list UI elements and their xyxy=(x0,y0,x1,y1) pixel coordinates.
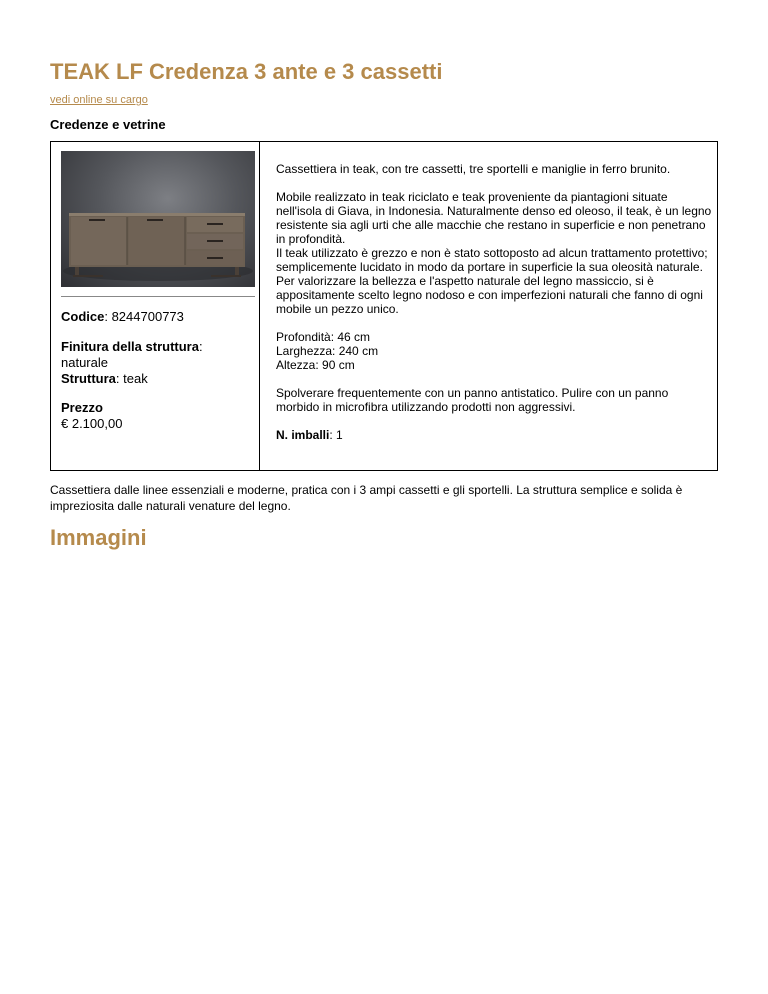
codice-value: 8244700773 xyxy=(111,309,184,324)
product-box xyxy=(50,141,718,471)
description-material-2: Il teak utilizzato è grezzo e non è stato sottoposto ad alcun trattamento protettivo; semplicemente lucidato in modo da portare in superficie la sua oleosità naturale. Per valorizzare la bellezza e l'aspetto naturale del legno massiccio, si è appositamente scelto legno nodoso e con imperfezioni naturali che fanno di ogni mobile un pezzo unico. xyxy=(276,246,708,316)
product-info-column xyxy=(51,142,260,470)
imballi-value: 1 xyxy=(336,428,343,442)
divider xyxy=(61,296,255,297)
product-photo xyxy=(61,151,255,287)
dimension-width: Larghezza: 240 cm xyxy=(276,344,379,358)
dimensions xyxy=(276,330,712,372)
finitura-value: naturale xyxy=(61,355,108,370)
description-material-1: Mobile realizzato in teak riciclato e teak proveniente da piantagioni situate nell'isola di Giava, in Indonesia. Naturalmente denso ed oleoso, il teak, è un legno resistente sia agli urti che alle macchie che restano in superficie e non penetrano in profondità. xyxy=(276,190,712,246)
imballi-label: N. imballi xyxy=(276,428,330,442)
category-heading: Credenze e vetrine xyxy=(50,117,166,132)
finitura-block: Finitura della struttura: naturale Struttura: teak xyxy=(61,339,203,386)
dimension-depth: Profondità: 46 cm xyxy=(276,330,371,344)
struttura-label: Struttura xyxy=(61,371,116,386)
care-instructions: Spolverare frequentemente con un panno antistatico. Pulire con un panno morbido in microfibra utilizzando prodotti non aggressivi. xyxy=(276,386,669,414)
dimension-height: Altezza: 90 cm xyxy=(276,358,355,372)
price-block xyxy=(61,400,122,432)
prezzo-value: € 2.100,00 xyxy=(61,416,123,431)
struttura-value: teak xyxy=(123,371,148,386)
sideboard-image xyxy=(61,151,255,287)
product-description-column xyxy=(276,162,712,456)
product-summary: Cassettiera dalle linee essenziali e moderne, pratica con i 3 ampi cassetti e gli sportelli. La struttura semplice e solida è impreziosita dalle naturali venature del legno. xyxy=(50,483,683,513)
view-online-link[interactable]: vedi online su cargo xyxy=(50,94,148,106)
description-intro: Cassettiera in teak, con tre cassetti, tre sportelli e maniglie in ferro brunito. xyxy=(276,162,671,176)
codice-row: Codice: 8244700773 xyxy=(61,309,184,324)
page-title: TEAK LF Credenza 3 ante e 3 cassetti xyxy=(50,59,443,84)
images-heading: Immagini xyxy=(50,525,147,550)
finitura-label: Finitura della struttura xyxy=(61,339,199,354)
imballi-row: N. imballi: 1 xyxy=(276,428,343,442)
codice-label: Codice xyxy=(61,309,105,324)
prezzo-label: Prezzo xyxy=(61,400,103,415)
